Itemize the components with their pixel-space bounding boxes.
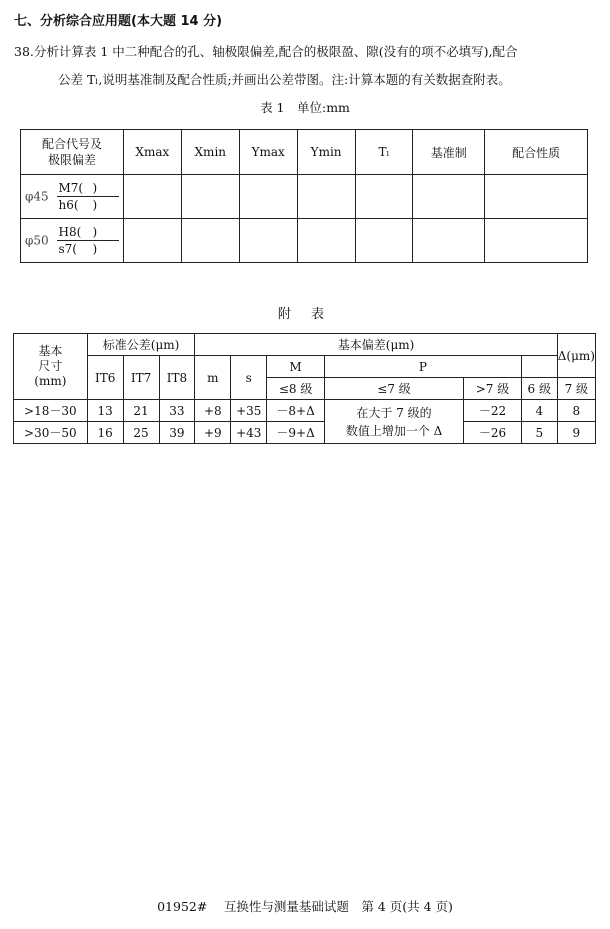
hole-tolerance: M7(	[58, 181, 84, 195]
row-s: +35	[231, 400, 267, 422]
answer-cell[interactable]	[181, 219, 239, 263]
table1-caption: 表 1 单位:mm	[260, 100, 350, 115]
answer-cell[interactable]	[297, 219, 355, 263]
row-m: +9	[195, 422, 231, 444]
table-row	[21, 175, 588, 219]
row-it7: 21	[123, 400, 159, 422]
answer-cell[interactable]	[181, 175, 239, 219]
row-p-gt7: －26	[464, 422, 522, 444]
header-m: m	[195, 356, 231, 400]
fit-fraction	[57, 225, 119, 256]
header-std-tolerance: 标准公差(μm)	[87, 334, 195, 356]
header-grade6: 6 级	[521, 378, 557, 400]
question-line-2: 公差 Tₗ,说明基准制及配合性质;并画出公差带图。注:计算本题的有关数据查附表。	[58, 72, 511, 87]
row-size: >30－50	[14, 422, 88, 444]
header-M: M	[267, 356, 325, 378]
row-it7: 25	[123, 422, 159, 444]
row-d6: 4	[521, 400, 557, 422]
fit-cell-50	[21, 219, 124, 263]
page-footer: 01952# 互换性与测量基础试题 第 4 页(共 4 页)	[157, 899, 453, 914]
row-it6: 16	[87, 422, 123, 444]
answer-cell[interactable]	[297, 175, 355, 219]
question-line-1: 38.分析计算表 1 中二种配合的孔、轴极限偏差,配合的极限盈、隙(没有的项不必填写),配合	[14, 44, 518, 59]
section-title: 七、分析综合应用题(本大题 14 分)	[14, 14, 223, 29]
fit-fraction	[57, 181, 119, 212]
answer-cell[interactable]	[239, 175, 297, 219]
row-d7: 8	[557, 400, 595, 422]
close-paren: )	[92, 198, 98, 212]
nominal-size: φ45	[25, 189, 49, 204]
close-paren: )	[92, 242, 98, 256]
row-m: +8	[195, 400, 231, 422]
appendix-caption: 附 表	[277, 307, 333, 322]
close-paren: )	[92, 181, 98, 195]
appendix-table	[13, 333, 596, 444]
header-basic-deviation: 基本偏差(μm)	[195, 334, 557, 356]
header-P: P	[324, 356, 521, 378]
header-basic-size: 基本 尺寸 (mm)	[14, 334, 88, 400]
answer-cell[interactable]	[123, 219, 181, 263]
header-s: s	[231, 356, 267, 400]
answer-cell[interactable]	[123, 175, 181, 219]
answer-cell[interactable]	[239, 219, 297, 263]
p-le7-note: 在大于 7 级的 数值上增加一个 Δ	[324, 400, 463, 444]
shaft-tolerance: h6(	[58, 198, 79, 212]
header-it6: IT6	[87, 356, 123, 400]
header-xmax: Xmax	[123, 130, 181, 175]
fit-cell-45	[21, 175, 124, 219]
table-row	[14, 400, 596, 422]
row-it8: 33	[159, 400, 195, 422]
header-it7: IT7	[123, 356, 159, 400]
table-row	[21, 219, 588, 263]
answer-cell[interactable]	[355, 175, 413, 219]
table1-header-row	[21, 130, 588, 175]
row-it6: 13	[87, 400, 123, 422]
header-tf: Tₗ	[355, 130, 413, 175]
header-ymin: Ymin	[297, 130, 355, 175]
row-d7: 9	[557, 422, 595, 444]
answer-cell[interactable]	[413, 219, 485, 263]
hole-tolerance: H8(	[58, 225, 82, 239]
shaft-tolerance: s7(	[58, 242, 77, 256]
row-M: －9+Δ	[267, 422, 325, 444]
header-fit-nature: 配合性质	[485, 130, 588, 175]
question-38	[14, 38, 598, 94]
header-it8: IT8	[159, 356, 195, 400]
answer-cell[interactable]	[355, 219, 413, 263]
row-d6: 5	[521, 422, 557, 444]
row-M: －8+Δ	[267, 400, 325, 422]
row-it8: 39	[159, 422, 195, 444]
header-P-gt7: >7 级	[464, 378, 522, 400]
close-paren: )	[92, 225, 98, 239]
table-row	[14, 422, 596, 444]
nominal-size: φ50	[25, 233, 49, 248]
row-size: >18－30	[14, 400, 88, 422]
header-M-le8: ≤8 级	[267, 378, 325, 400]
header-basis-system: 基准制	[413, 130, 485, 175]
answer-cell[interactable]	[413, 175, 485, 219]
row-p-gt7: －22	[464, 400, 522, 422]
header-P-le7: ≤7 级	[324, 378, 463, 400]
answer-table	[20, 129, 588, 263]
row-s: +43	[231, 422, 267, 444]
header-fit-code: 配合代号及 极限偏差	[21, 130, 124, 175]
header-ymax: Ymax	[239, 130, 297, 175]
header-xmin: Xmin	[181, 130, 239, 175]
answer-cell[interactable]	[485, 175, 588, 219]
answer-cell[interactable]	[485, 219, 588, 263]
header-grade7: 7 级	[557, 378, 595, 400]
header-delta: Δ(μm)	[557, 334, 595, 378]
